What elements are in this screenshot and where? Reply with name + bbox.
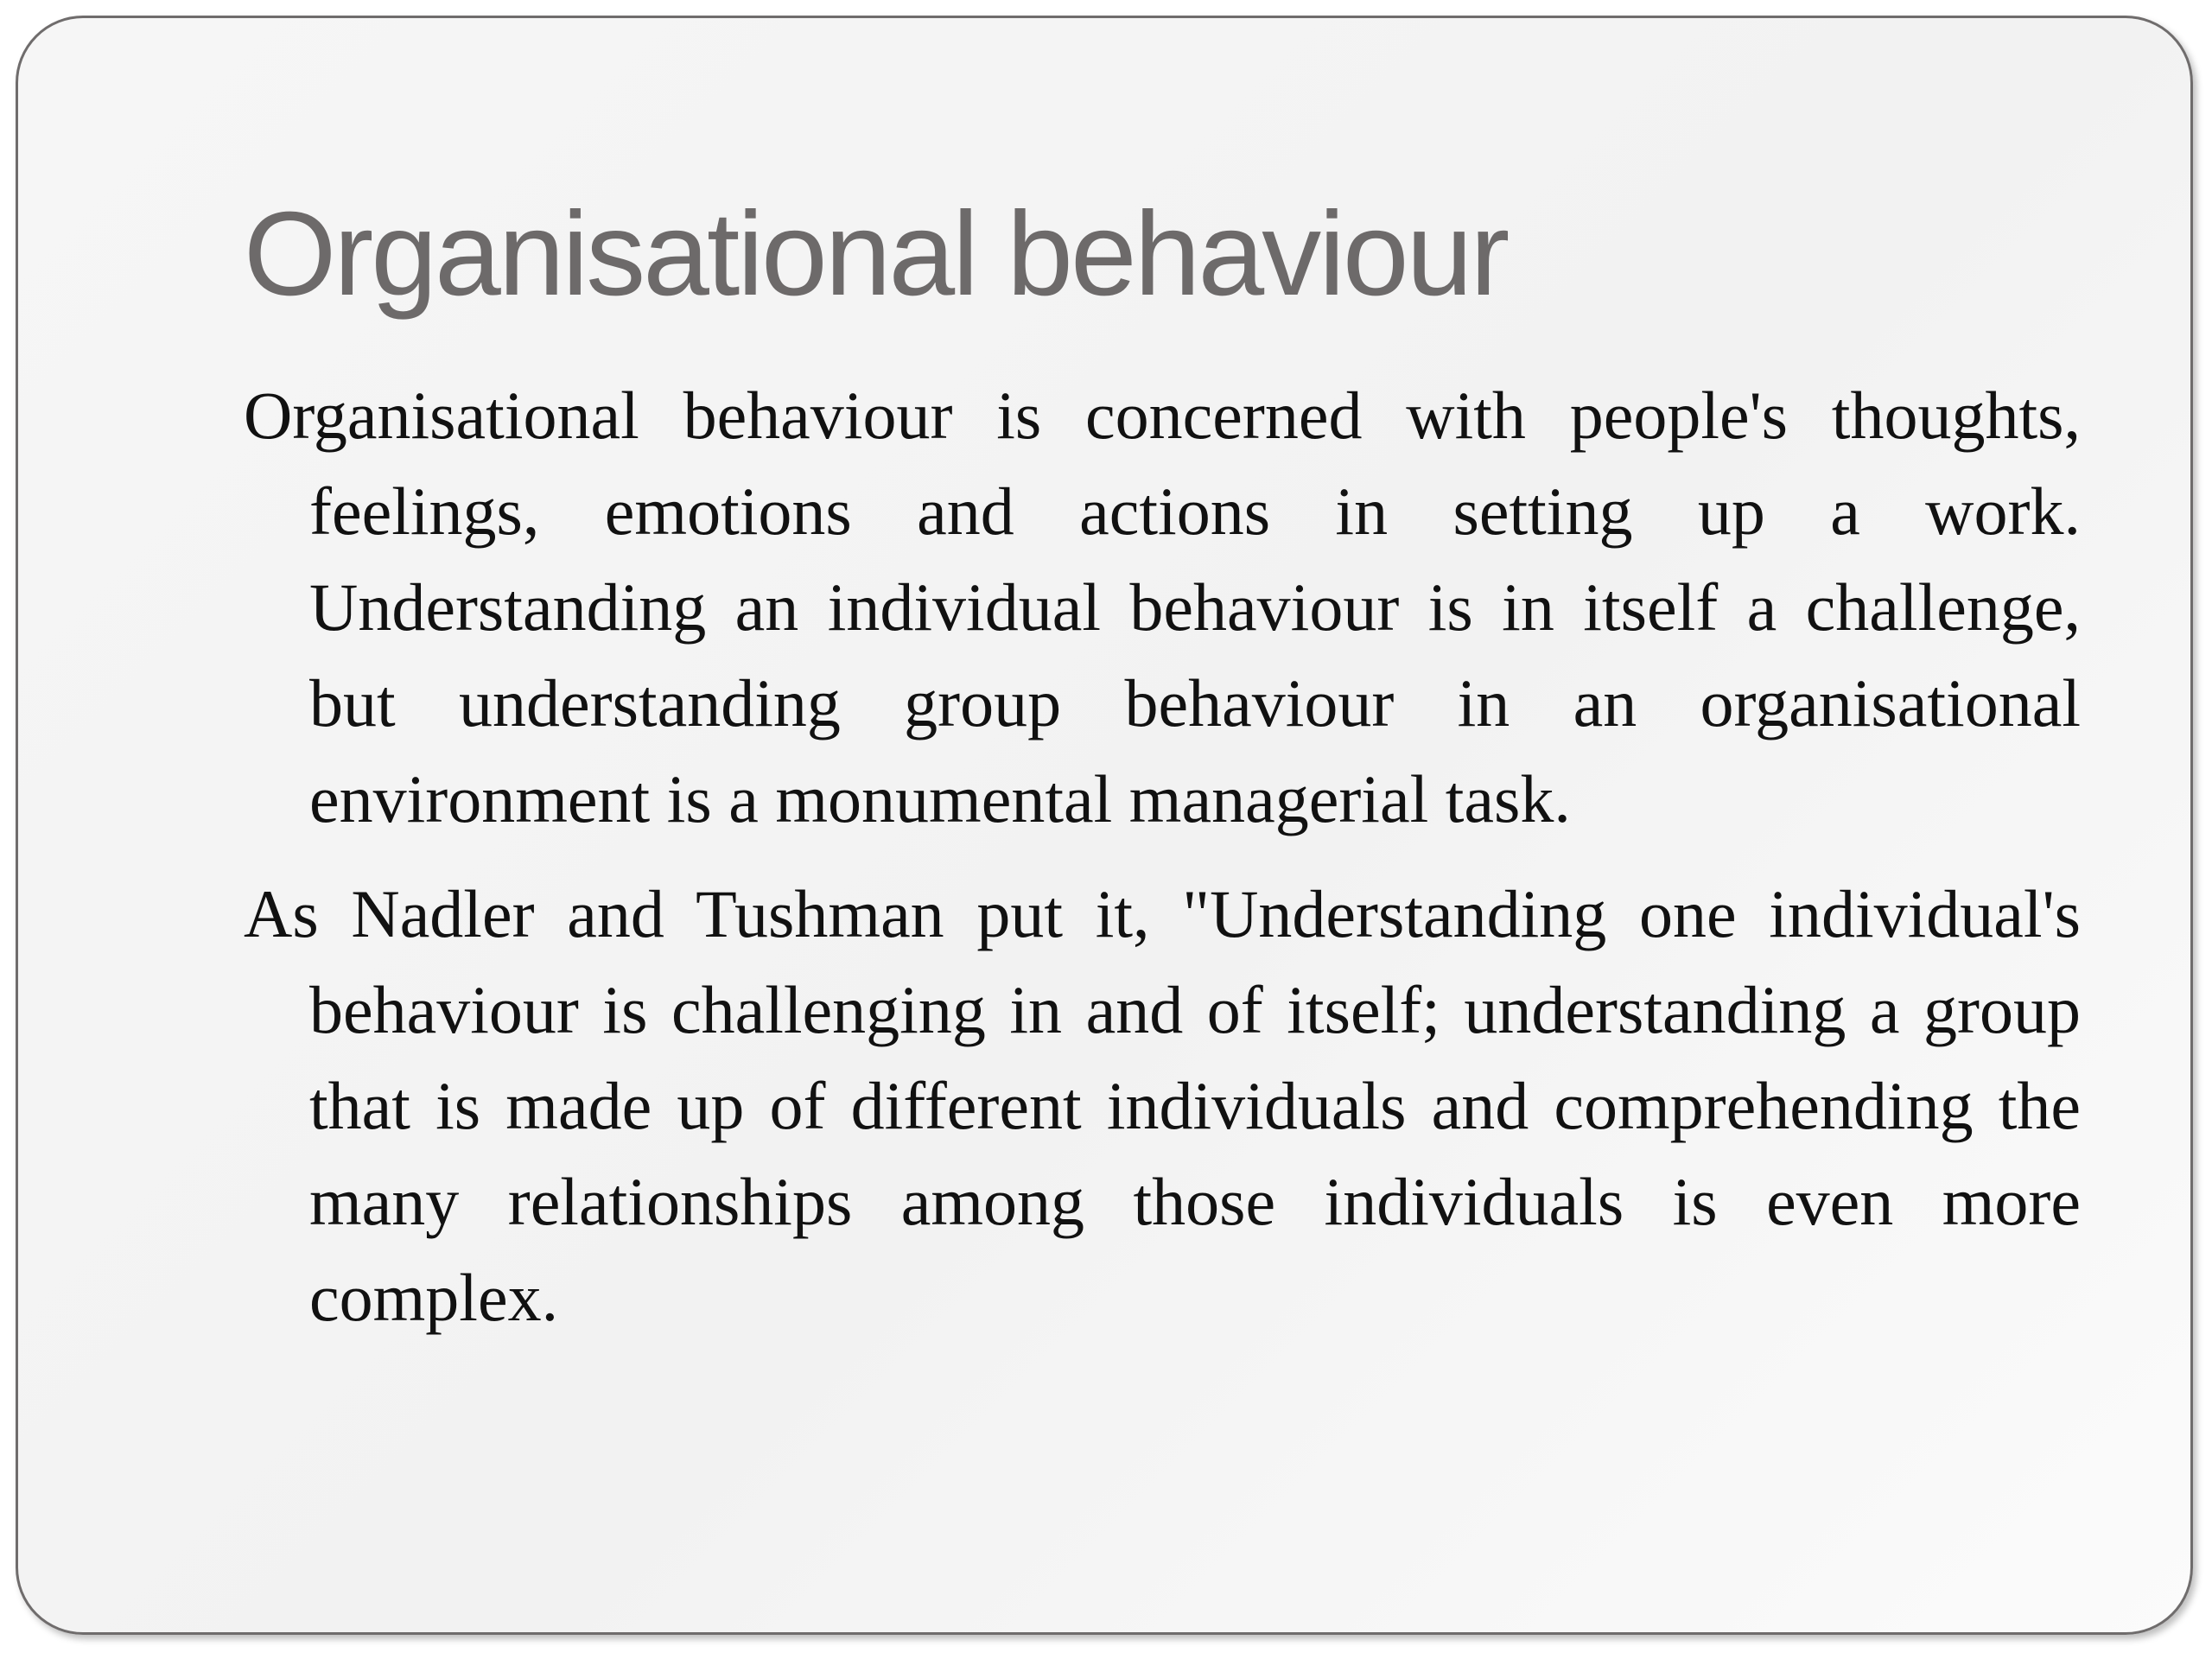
slide-title: Organisational behaviour bbox=[244, 188, 1508, 321]
body-paragraph: As Nadler and Tushman put it, "Understanding one individual's behaviour is challenging in and of itself; understanding a group that is made up of different individuals and comprehending the many relationships among those individuals is even more complex. bbox=[244, 876, 2081, 1335]
body-paragraph: Organisational behaviour is concerned with people's thoughts, feelings, emotions and actions in setting up a work. Understanding an individual behaviour is in itself a challenge, but understanding group behaviour in an organisational environment is a monumental managerial task. bbox=[244, 378, 2081, 836]
slide-body bbox=[244, 367, 2081, 1364]
